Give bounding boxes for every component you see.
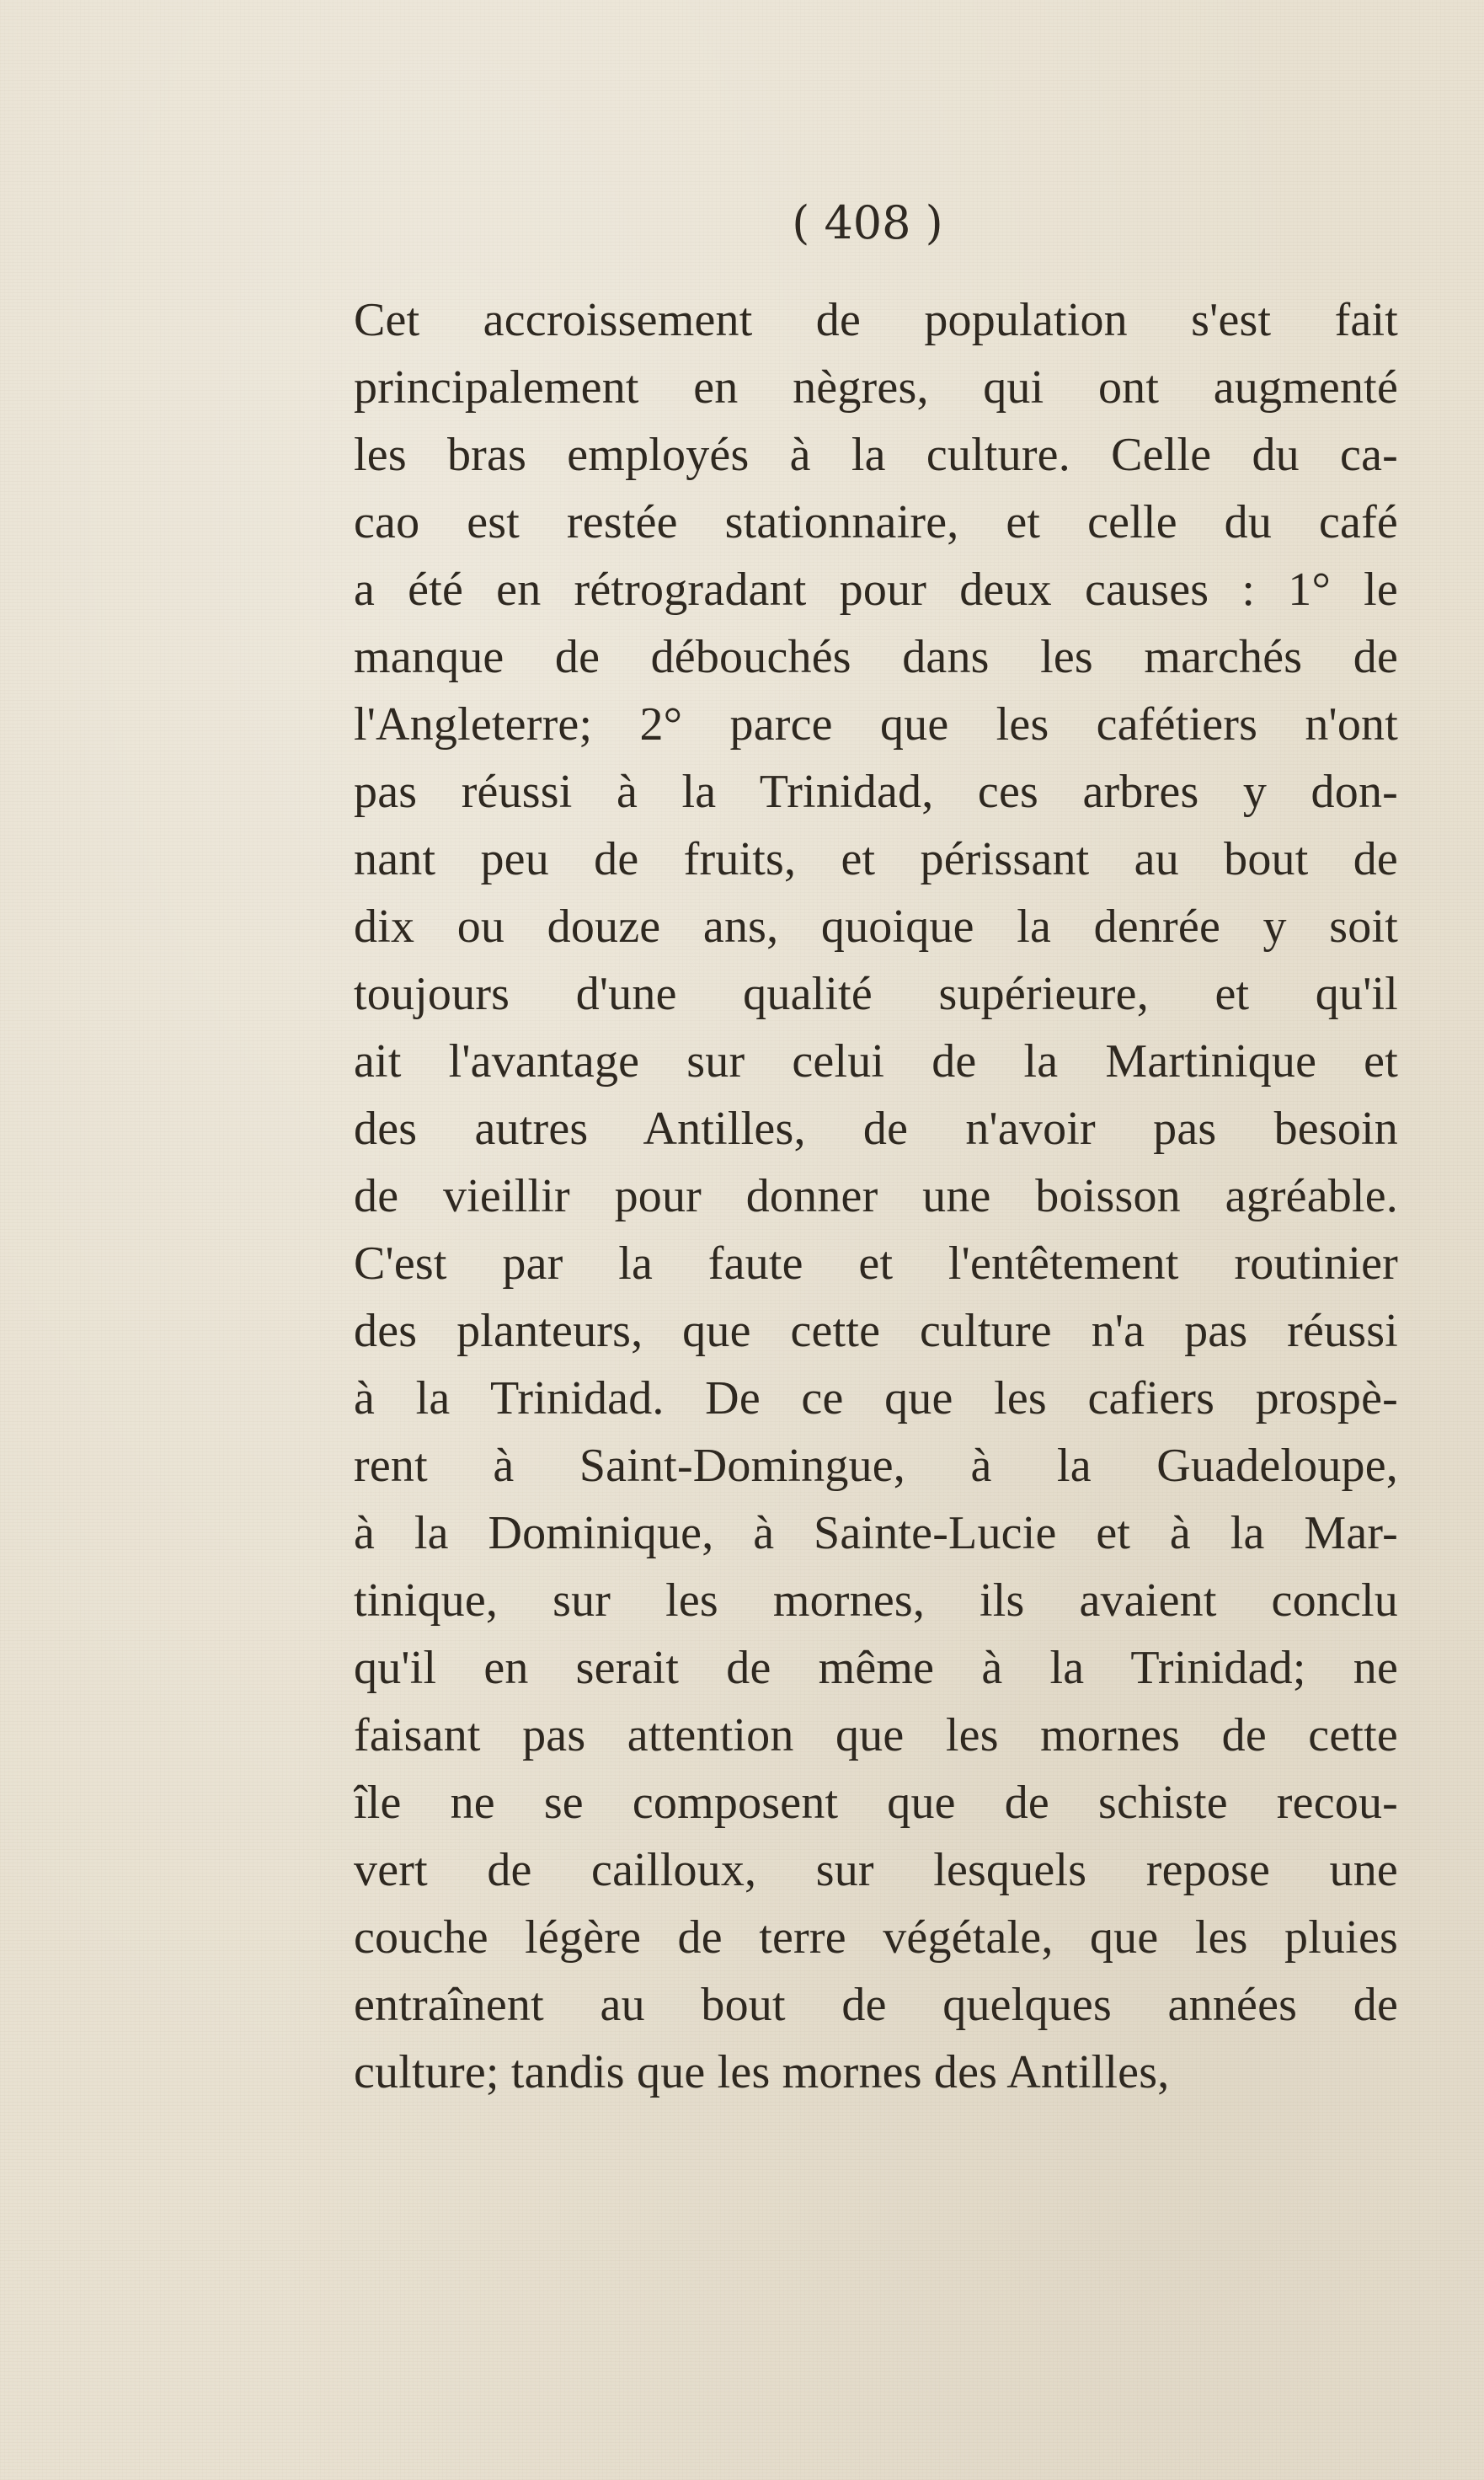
text-line: île ne se composent que de schiste recou- [354, 1777, 1398, 1829]
text-line: de vieillir pour donner une boisson agréable. [354, 1170, 1398, 1222]
text-line: des planteurs, que cette culture n'a pas réussi [354, 1305, 1398, 1357]
text-line: qu'il en serait de même à la Trinidad; ne [354, 1642, 1398, 1694]
text-line: ait l'avantage sur celui de la Martinique et [354, 1035, 1398, 1088]
text-line: les bras employés à la culture. Celle du ca- [354, 429, 1398, 481]
text-line: cao est restée stationnaire, et celle du café [354, 496, 1398, 548]
text-line: manque de débouchés dans les marchés de [354, 631, 1398, 683]
text-line: des autres Antilles, de n'avoir pas besoin [354, 1103, 1398, 1155]
text-line: couche légère de terre végétale, que les pluies [354, 1911, 1398, 1964]
body-text [354, 286, 1398, 2106]
text-line: Cet accroissement de population s'est fait [354, 294, 1398, 346]
text-line: dix ou douze ans, quoique la denrée y soit [354, 901, 1398, 953]
text-line: rent à Saint-Domingue, à la Guadeloupe, [354, 1440, 1398, 1492]
text-line: pas réussi à la Trinidad, ces arbres y don- [354, 766, 1398, 818]
text-line: à la Dominique, à Sainte-Lucie et à la Mar- [354, 1507, 1398, 1559]
text-line: toujours d'une qualité supérieure, et qu'il [354, 968, 1398, 1020]
text-line: à la Trinidad. De ce que les cafiers prospè- [354, 1372, 1398, 1424]
text-line: principalement en nègres, qui ont augmenté [354, 361, 1398, 414]
text-line: tinique, sur les mornes, ils avaient conclu [354, 1574, 1398, 1627]
text-line: culture; tandis que les mornes des Antilles, [354, 2046, 1170, 2098]
text-line: faisant pas attention que les mornes de cette [354, 1709, 1398, 1761]
page-number: ( 408 ) [792, 196, 943, 249]
text-line: entraînent au bout de quelques années de [354, 1979, 1398, 2031]
text-line: C'est par la faute et l'entêtement routinier [354, 1237, 1398, 1290]
text-line: nant peu de fruits, et périssant au bout de [354, 833, 1398, 885]
text-line: l'Angleterre; 2° parce que les cafétiers n'ont [354, 698, 1398, 751]
text-line: a été en rétrogradant pour deux causes : 1° le [354, 564, 1398, 616]
text-line: vert de cailloux, sur lesquels repose une [354, 1844, 1398, 1896]
